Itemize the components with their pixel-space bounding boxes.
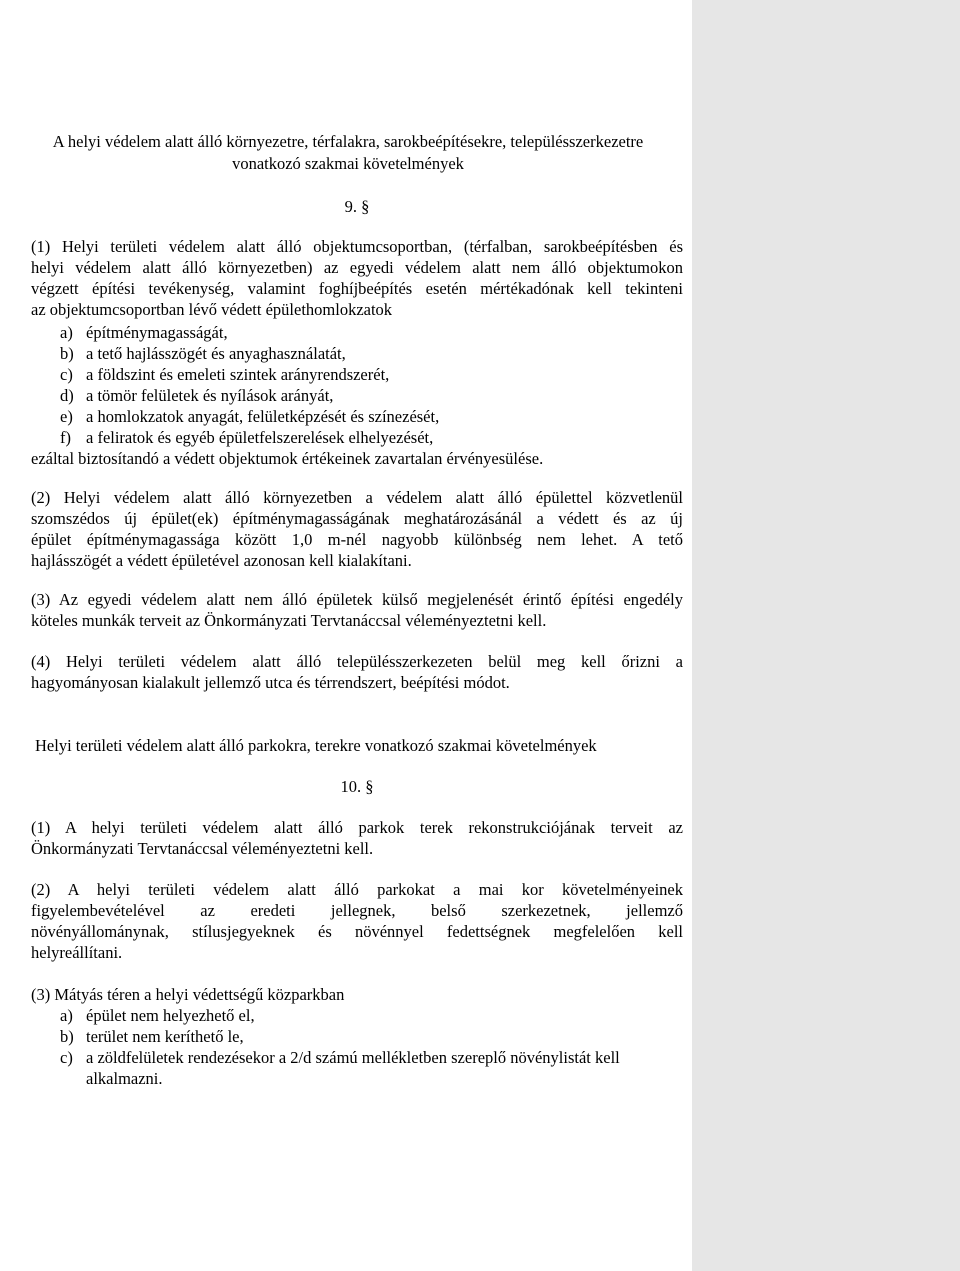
s10-p1-line-2: Önkormányzati Tervtanáccsal véleményeztetni kell. — [31, 839, 374, 858]
s10-p2-line-4: helyreállítani. — [31, 943, 123, 962]
list-item-text: a feliratok és egyéb épületfelszerelések elhelyezését, — [86, 428, 434, 447]
list-marker: a) — [60, 1006, 73, 1025]
section-9-title-line-1: A helyi védelem alatt álló környezetre, térfalakra, sarokbeépítésekre, településszerkezetre — [52, 132, 644, 151]
s10-p2-line-3: növényállománynak, stílusjegyeknek és növénnyel fedettségnek megfelelően kell — [31, 922, 683, 941]
section-9-title-line-2: vonatkozó szakmai követelmények — [232, 154, 464, 173]
s10-p3-item-c-continuation: alkalmazni. — [86, 1069, 163, 1088]
list-item-text: a tömör felületek és nyílások arányát, — [86, 386, 334, 405]
s9-p4-line-2: hagyományosan kialakult jellemző utca és térrendszert, beépítési módot. — [31, 673, 510, 692]
s10-p1-line-1: (1) A helyi területi védelem alatt álló parkok terek rekonstrukciójának terveit az — [31, 818, 683, 837]
section-10-title: Helyi területi védelem alatt álló parkokra, terekre vonatkozó szakmai követelmények — [35, 736, 597, 755]
s9-p1-item-e — [60, 406, 712, 427]
s9-p1-line-1: (1) Helyi területi védelem alatt álló objektumcsoportban, (térfalban, sarokbeépítésben és — [31, 237, 683, 256]
s9-p3-line-2: köteles munkák terveit az Önkormányzati Tervtanáccsal véleményeztetni kell. — [31, 611, 547, 630]
s9-p2-line-1: (2) Helyi védelem alatt álló környezetben a védelem alatt álló épülettel közvetlenül — [31, 488, 683, 507]
s9-p1-line-2: helyi védelem alatt álló környezetben) az egyedi védelem alatt nem álló objektumokon — [31, 258, 683, 277]
s9-p2-line-4: hajlásszögét a védett épületével azonosan kell kialakítani. — [31, 551, 412, 570]
list-marker: d) — [60, 386, 74, 405]
list-item-text: a homlokzatok anyagát, felületképzését és színezését, — [86, 407, 440, 426]
s9-p1-closing: ezáltal biztosítandó a védett objektumok értékeinek zavartalan érvényesülése. — [31, 449, 544, 468]
s10-p3-item-b — [60, 1026, 712, 1047]
list-item-text: a tető hajlásszögét és anyaghasználatát, — [86, 344, 346, 363]
list-item-text: építménymagasságát, — [86, 323, 228, 342]
s9-p1-item-d — [60, 385, 712, 406]
list-item-text: a földszint és emeleti szintek arányrendszerét, — [86, 365, 390, 384]
list-marker: c) — [60, 365, 73, 384]
s9-p2-line-2: szomszédos új épület(ek) építménymagasságának meghatározásánál a védett és az új — [31, 509, 683, 528]
comment-margin-panel — [692, 0, 960, 1271]
s9-p3-line-1: (3) Az egyedi védelem alatt nem álló épületek külső megjelenését érintő építési engedély — [31, 590, 683, 609]
s10-p3-item-c — [60, 1047, 712, 1068]
list-marker: b) — [60, 344, 74, 363]
list-item-text: a zöldfelületek rendezésekor a 2/d számú mellékletben szereplő növénylistát kell — [86, 1048, 620, 1067]
s10-p3-item-a — [60, 1005, 712, 1026]
s9-p1-item-f — [60, 427, 712, 448]
section-10-number: 10. § — [340, 777, 374, 796]
list-item-text: épület nem helyezhető el, — [86, 1006, 255, 1025]
s9-p1-item-b — [60, 343, 712, 364]
list-marker: c) — [60, 1048, 73, 1067]
s9-p1-line-4: az objektumcsoportban lévő védett épülethomlokzatok — [31, 300, 393, 319]
list-marker: b) — [60, 1027, 74, 1046]
list-item-text: terület nem keríthető le, — [86, 1027, 244, 1046]
s9-p4-line-1: (4) Helyi területi védelem alatt álló településszerkezeten belül meg kell őrizni a — [31, 652, 683, 671]
s9-p2-line-3: épület építménymagassága között 1,0 m-nél nagyobb különbség nem lehet. A tető — [31, 530, 683, 549]
s10-p2-line-1: (2) A helyi területi védelem alatt álló parkokat a mai kor követelményeinek — [31, 880, 683, 899]
s10-p3-intro: (3) Mátyás téren a helyi védettségű közparkban — [31, 985, 345, 1004]
s10-p2-line-2: figyelembevételével az eredeti jellegnek, belső szerkezetnek, jellemző — [31, 901, 683, 920]
list-marker: f) — [60, 428, 71, 447]
list-marker: e) — [60, 407, 73, 426]
section-9-number: 9. § — [344, 197, 370, 216]
s9-p1-line-3: végzett építési tevékenység, valamint foghíjbeépítés esetén mértékadónak kell tekinteni — [31, 279, 683, 298]
s9-p1-item-c — [60, 364, 712, 385]
list-marker: a) — [60, 323, 73, 342]
s9-p1-item-a — [60, 322, 712, 343]
